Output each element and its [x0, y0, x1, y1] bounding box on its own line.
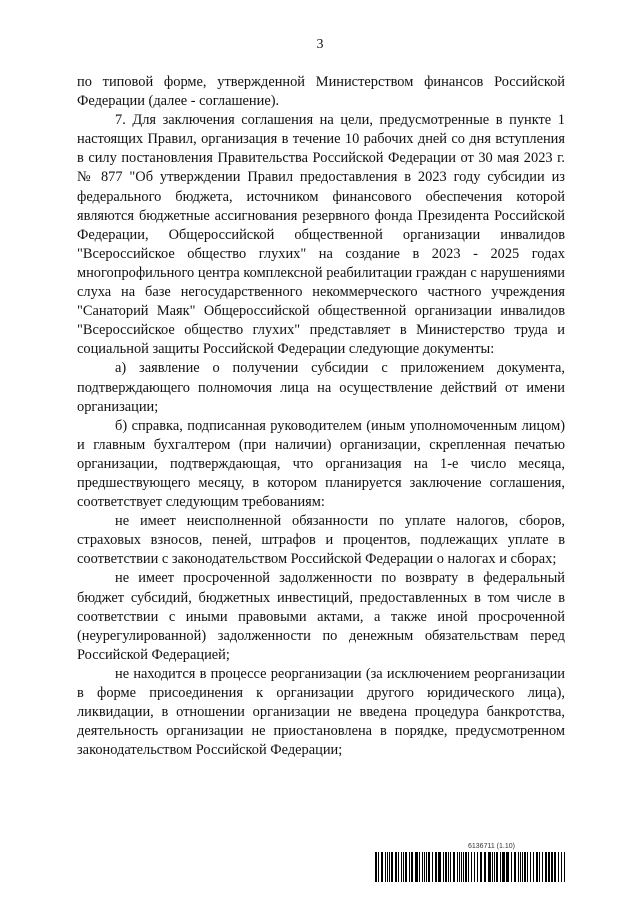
document-body [77, 73, 565, 760]
paragraph-item-b: б) справка, подписанная руководителем (иным уполномоченным лицом) и главным бухгалтером (при наличии) организации, скрепленная печатью организации, подтверждающая, что организация на 1-е число месяца, предшествующего месяцу, в котором планируется заключение соглашения, соответствует следующим требованиям: [77, 417, 565, 511]
paragraph-item-a: а) заявление о получении субсидии с приложением документа, подтверждающего полномочия лица на осуществление действий от имени организации; [77, 360, 565, 415]
paragraph-requirement-debt: не имеет просроченной задолженности по возврату в федеральный бюджет субсидий, бюджетных инвестиций, предоставленных в том числе в соответствии с иными правовыми актами, а также иной просроченной (неурегулированной) задолженности по денежным обязательствам перед Российской Федерацией; [77, 570, 565, 663]
page-number: 3 [316, 37, 324, 52]
paragraph-requirement-reorganization: не находится в процессе реорганизации (за исключением реорганизации в форме присоединения к организации другого юридического лица), ликвидации, в отношении организации не введена процедура банкротства, деятельность организации не приостановлена в порядке, предусмотренном законодательством Российской Федерации; [77, 665, 565, 759]
paragraph-item-7: 7. Для заключения соглашения на цели, предусмотренные в пункте 1 настоящих Правил, организация в течение 10 рабочих дней со дня вступления в силу постановления Правительства Российской Федерации от 30 мая 2023 г. № 877 "Об утверждении Правил предоставления в 2023 году субсидии из федерального бюджета, источником финансового обеспечения которой являются бюджетные ассигнования резервного фонда Президента Российской Федерации, Общероссийской общественной организации инвалидов "Всероссийское общество глухих" на создание в 2023 - 2025 годах многопрофильного центра комплексной реабилитации граждан с нарушениями слуха на базе негосударственного некоммерческого частного учреждения "Санаторий Маяк" Общероссийской общественной организации инвалидов "Всероссийское общество глухих" представляет в Министерство труда и социальной защиты Российской Федерации следующие документы: [77, 112, 565, 358]
paragraph-continuation: по типовой форме, утвержденной Министерством финансов Российской Федерации (далее - соглашение). [77, 74, 565, 110]
barcode-image [375, 852, 565, 882]
document-code: 6136711 (1.10) [468, 843, 515, 850]
paragraph-requirement-taxes: не имеет неисполненной обязанности по уплате налогов, сборов, страховых взносов, пеней, штрафов и процентов, подлежащих уплате в соответствии с законодательством Российской Федерации о налогах и сборах; [77, 513, 565, 568]
